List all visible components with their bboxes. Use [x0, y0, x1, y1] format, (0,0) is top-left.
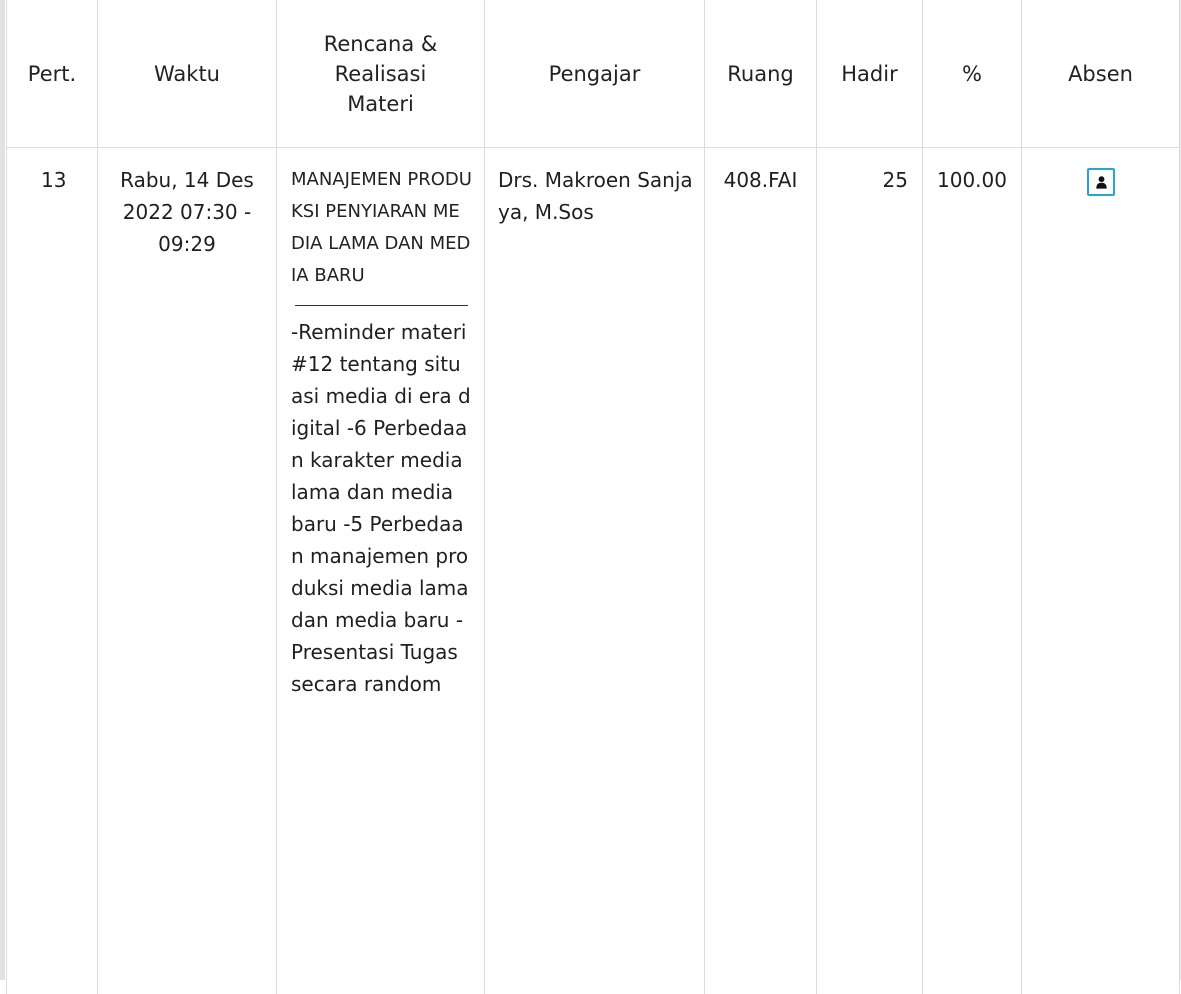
- cell-pengajar: Drs. Makroen Sanjaya, M.Sos: [485, 148, 705, 994]
- header-absen: Absen: [1022, 0, 1180, 148]
- absen-button[interactable]: [1087, 168, 1115, 196]
- table-header-row: [7, 0, 1180, 148]
- left-border: [0, 0, 5, 980]
- user-icon: [1096, 176, 1107, 189]
- materi-title: MANAJEMEN PRODUKSI PENYIARAN MEDIA LAMA DAN MEDIA BARU: [291, 164, 472, 292]
- materi-description: -Reminder materi #12 tentang situasi media di era digital -6 Perbedaan karakter media lama dan media baru -5 Perbedaan manajemen produksi media lama dan media baru -Presentasi Tugas secara random: [291, 316, 472, 700]
- cell-persen: 100.00: [923, 148, 1022, 994]
- cell-waktu: Rabu, 14 Des 2022 07:30 - 09:29: [98, 148, 277, 994]
- cell-hadir: 25: [817, 148, 923, 994]
- header-pengajar: Pengajar: [485, 0, 705, 148]
- header-persen: %: [923, 0, 1022, 148]
- cell-materi: [277, 148, 485, 994]
- table-row: [7, 148, 1180, 994]
- header-pert: Pert.: [7, 0, 98, 148]
- cell-ruang: 408.FAI: [705, 148, 817, 994]
- header-ruang: Ruang: [705, 0, 817, 148]
- cell-pert: 13: [7, 148, 98, 994]
- materi-divider: [295, 305, 468, 306]
- attendance-table: [6, 0, 1180, 994]
- header-materi: Rencana & Realisasi Materi: [277, 0, 485, 148]
- header-hadir: Hadir: [817, 0, 923, 148]
- header-waktu: Waktu: [98, 0, 277, 148]
- cell-absen: [1022, 148, 1180, 994]
